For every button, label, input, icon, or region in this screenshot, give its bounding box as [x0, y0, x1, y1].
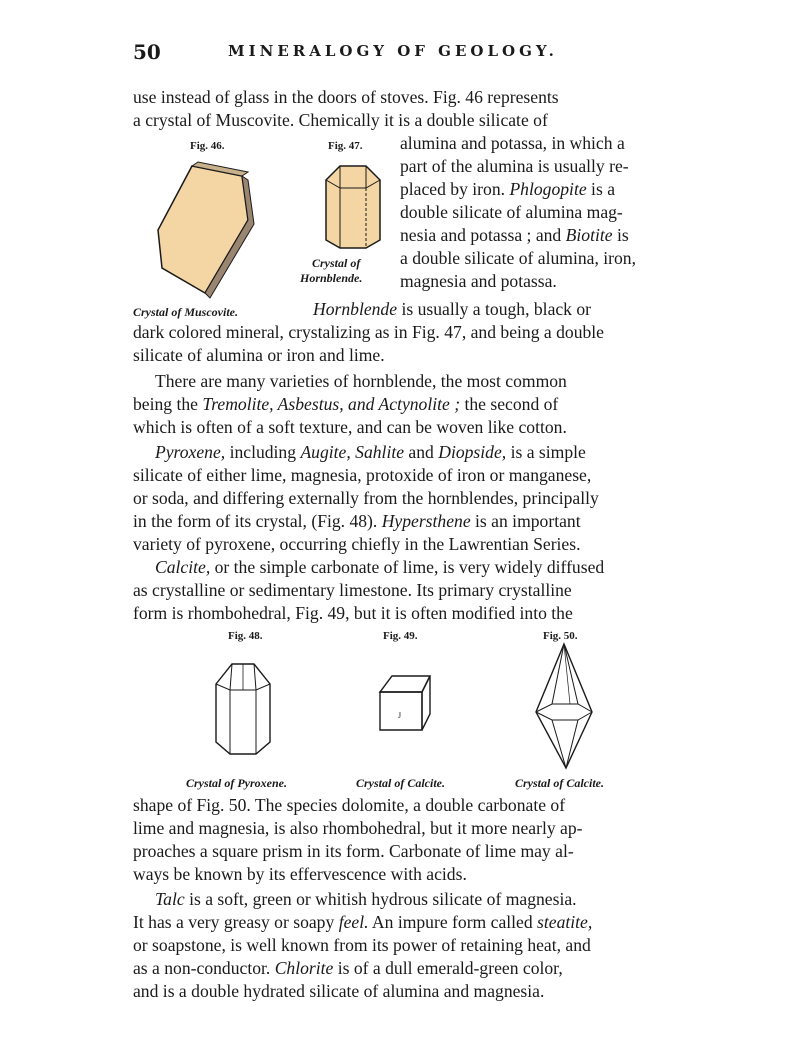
fig50-label: Fig. 50. [543, 630, 578, 642]
hornblende-crystal-figure [318, 158, 388, 253]
text-line: dark colored mineral, crystalizing as in Fig. 47, and being a double [133, 322, 604, 342]
fig49-caption: Crystal of Calcite. [356, 776, 445, 790]
text-line: in the form of its crystal, (Fig. 48). Hypersthene is an important [133, 511, 581, 531]
muscovite-crystal-figure [150, 158, 260, 303]
text-line: silicate of either lime, magnesia, protoxide of iron or manganese, [133, 465, 592, 485]
fig49-mark: J [398, 711, 402, 720]
fig47-caption-line1: Crystal of [312, 256, 361, 270]
text-line: proaches a square prism in its form. Carbonate of lime may al- [133, 841, 574, 861]
text-line: which is often of a soft texture, and can be woven like cotton. [133, 417, 567, 437]
text-line: Pyroxene, including Augite, Sahlite and Diopside, is a simple [155, 442, 586, 462]
calcite-scalenohedron-figure [530, 642, 600, 772]
hornblende-line1: Hornblende is usually a tough, black or [313, 299, 592, 319]
running-title: MINERALOGY OF GEOLOGY. [228, 42, 558, 60]
text-line: or soda, and differing externally from the hornblendes, principally [133, 488, 599, 508]
paragraph-pyroxene [133, 441, 673, 556]
text-line: ways be known by its effervescence with acids. [133, 864, 467, 884]
text-line: use instead of glass in the doors of stoves. Fig. 46 represents [133, 87, 559, 107]
text-line: and is a double hydrated silicate of alumina and magnesia. [133, 981, 545, 1001]
paragraph-dolomite [133, 794, 673, 886]
fig46-label: Fig. 46. [190, 140, 225, 152]
fig47-label: Fig. 47. [328, 140, 363, 152]
fig48-caption: Crystal of Pyroxene. [186, 776, 287, 790]
text-line: lime and magnesia, is also rhombohedral, but it more nearly ap- [133, 818, 583, 838]
fig50-caption: Crystal of Calcite. [515, 776, 604, 790]
text-line: double silicate of alumina mag- [400, 202, 623, 222]
text-line: placed by iron. Phlogopite is a [400, 179, 615, 199]
calcite-rhombohedron-figure [376, 672, 434, 734]
fig46-caption: Crystal of Muscovite. [133, 305, 238, 319]
page-header [133, 40, 673, 70]
text-line: shape of Fig. 50. The species dolomite, a double carbonate of [133, 795, 566, 815]
pyroxene-crystal-figure [210, 658, 276, 758]
text-line: a double silicate of alumina, iron, [400, 248, 636, 268]
text-line: alumina and potassa, in which a [400, 133, 625, 153]
text-line: variety of pyroxene, occurring chiefly in the Lawrentian Series. [133, 534, 581, 554]
paragraph-intro [133, 86, 673, 132]
text-line: There are many varieties of hornblende, the most common [155, 371, 567, 391]
text-line: as crystalline or sedimentary limestone. Its primary crystalline [133, 580, 572, 600]
text-line: as a non-conductor. Chlorite is of a dull emerald-green color, [133, 958, 563, 978]
paragraph-talc [133, 888, 673, 1003]
text-line: nesia and potassa ; and Biotite is [400, 225, 629, 245]
text-line: silicate of alumina or iron and lime. [133, 345, 385, 365]
text-line: Talc is a soft, green or whitish hydrous silicate of magnesia. [155, 889, 577, 909]
page-number: 50 [133, 40, 161, 64]
text-line: It has a very greasy or soapy feel. An impure form called steatite, [133, 912, 593, 932]
text-line: Calcite, or the simple carbonate of lime, is very widely diffused [155, 557, 605, 577]
paragraph-varieties [133, 370, 673, 439]
text-line: form is rhombohedral, Fig. 49, but it is often modified into the [133, 603, 573, 623]
text-line: a crystal of Muscovite. Chemically it is a double silicate of [133, 110, 548, 130]
paragraph-calcite [133, 556, 673, 625]
paragraph-hornblende [133, 321, 673, 367]
text-line: magnesia and potassa. [400, 271, 557, 291]
fig49-label: Fig. 49. [383, 630, 418, 642]
text-line: or soapstone, is well known from its power of retaining heat, and [133, 935, 591, 955]
paragraph-wrap-right [400, 132, 673, 293]
fig47-caption-line2: Hornblende. [300, 271, 363, 285]
text-line: part of the alumina is usually re- [400, 156, 629, 176]
text-line: being the Tremolite, Asbestus, and Actynolite ; the second of [133, 394, 559, 414]
fig48-label: Fig. 48. [228, 630, 263, 642]
